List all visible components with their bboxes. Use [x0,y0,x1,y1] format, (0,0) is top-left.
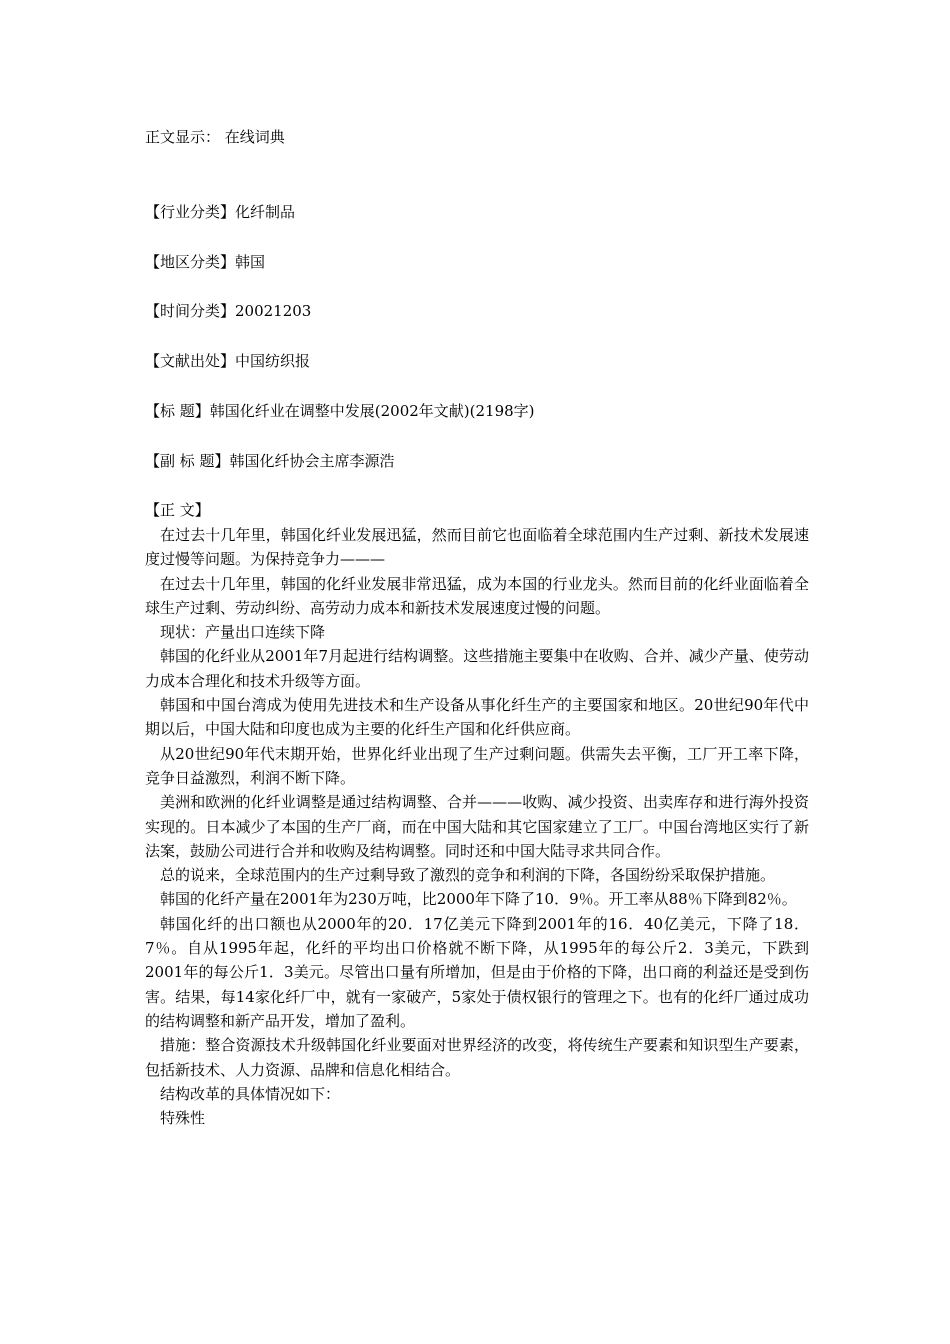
paragraph: 韩国的化纤业从2001年7月起进行结构调整。这些措施主要集中在收购、合并、减少产量、使劳动力成本合理化和技术升级等方面。 [145,647,809,690]
page-header: 正文显示： 在线词典 [145,128,285,146]
paragraph: 在过去十几年里，韩国化纤业发展迅猛，然而目前它也面临着全球范围内生产过剩、新技术发展速度过慢等问题。为保持竞争力——— [145,526,809,569]
paragraph: 韩国的化纤产量在2001年为230万吨，比2000年下降了10．9％。开工率从88％下降到82％。 [160,890,797,909]
article-body [145,523,809,1130]
paragraph: 措施：整合资源技术升级韩国化纤业要面对世界经济的改变，将传统生产要素和知识型生产要素，包括新技术、人力资源、品牌和信息化相结合。 [145,1036,809,1079]
meta-time: 【时间分类】20021203 [145,302,312,320]
meta-source: 【文献出处】中国纺织报 [145,352,311,370]
paragraph: 总的说来，全球范围内的生产过剩导致了激烈的竞争和利润的下降，各国纷纷采取保护措施。 [160,866,776,885]
meta-title: 【标 题】韩国化纤业在调整中发展(2002年文献)(2198字) [145,402,535,420]
paragraph: 韩国化纤的出口额也从2000年的20．17亿美元下降到2001年的16．40亿美元，下降了18．7％。自从1995年起，化纤的平均出口价格就不断下降，从1995年的每公斤2．3美元，下跌到2001年的每公斤1．3美元。尽管出口量有所增加，但是由于价格的下降，出口商的利益还是受到伤害。结果，每14家化纤厂中，就有一家破产，5家处于债权银行的管理之下。也有的化纤厂通过成功的结构调整和新产品开发，增加了盈利。 [145,914,809,1030]
paragraph: 美洲和欧洲的化纤业调整是通过结构调整、合并———收购、减少投资、出卖库存和进行海外投资实现的。日本减少了本国的生产厂商，而在中国大陆和其它国家建立了工厂。中国台湾地区实行了新法案，鼓励公司进行合并和收购及结构调整。同时还和中国大陆寻求共同合作。 [145,793,809,860]
paragraph: 结构改革的具体情况如下： [160,1084,341,1103]
meta-subtitle: 【副 标 题】韩国化纤协会主席李源浩 [145,452,395,470]
paragraph: 韩国和中国台湾成为使用先进技术和生产设备从事化纤生产的主要国家和地区。20世纪90年代中期以后，中国大陆和印度也成为主要的化纤生产国和化纤供应商。 [145,696,809,739]
meta-region: 【地区分类】韩国 [145,253,266,271]
paragraph: 在过去十几年里，韩国的化纤业发展非常迅猛，成为本国的行业龙头。然而目前的化纤业面临着全球生产过剩、劳动纠纷、高劳动力成本和新技术发展速度过慢的问题。 [145,574,809,617]
paragraph: 从20世纪90年代末期开始，世界化纤业出现了生产过剩问题。供需失去平衡，工厂开工率下降，竞争日益激烈，利润不断下降。 [145,744,809,787]
meta-industry: 【行业分类】化纤制品 [145,203,296,221]
paragraph: 特殊性 [160,1109,206,1128]
body-label: 【正 文】 [145,501,210,519]
section-heading: 现状：产量出口连续下降 [160,623,326,642]
